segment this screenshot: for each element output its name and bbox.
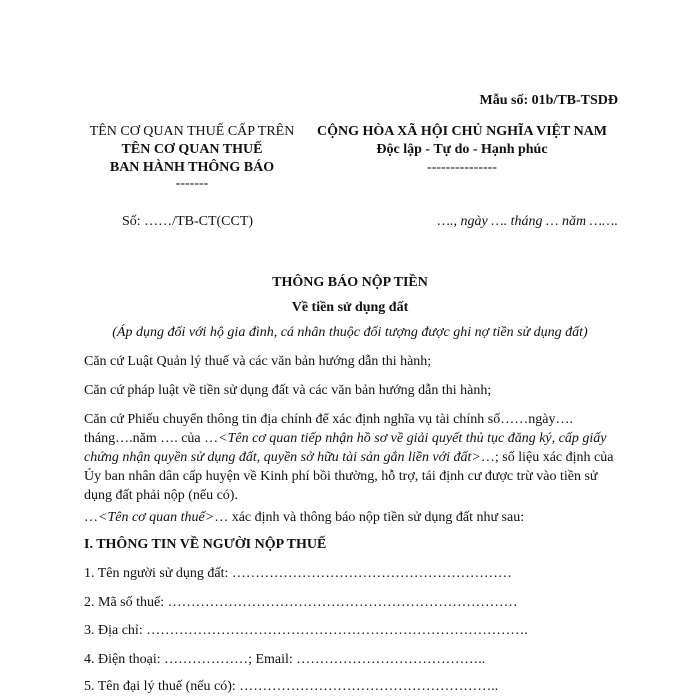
header-right-separator: --------------- (427, 160, 497, 176)
basis-paragraph-1: Căn cứ Luật Quản lý thuế và các văn bản hướng dẫn thi hành; (84, 354, 432, 369)
basis-3-text-start: Căn cứ Phiếu chuyển thông tin địa chính để xác định nghĩa vụ tài chính số……ngày…. tháng….năm …. của … (84, 412, 573, 446)
document-date: …., ngày …. tháng … năm ……. (437, 214, 618, 229)
intro-prefix: … (84, 510, 98, 525)
applicability-note: (Áp dụng đối với hộ gia đình, cá nhân thuộc đối tượng được ghi nợ tiền sử dụng đất) (112, 325, 588, 340)
basis-3-text-end: …; số liệu xác định của Ủy ban nhân dân cấp huyện về Kinh phí bồi thường, hỗ trợ, tái định cư được trừ vào tiền sử dụng đất phải nộp (nếu có). (84, 450, 614, 503)
field-tax-code: 2. Mã số thuế: ………………………………………………………………… (84, 595, 518, 610)
issuing-authority: TÊN CƠ QUAN THUẾ (121, 142, 263, 158)
header-left (84, 123, 300, 190)
field-land-user-name: 1. Tên người sử dụng đất: …………………………………………………… (84, 566, 512, 581)
basis-paragraph-3 (84, 410, 624, 505)
document-number: Số: ……/TB-CT(CCT) (122, 214, 254, 229)
header-right (302, 123, 622, 178)
document-title: THÔNG BÁO NỘP TIỀN (272, 275, 428, 290)
section-1-title: I. THÔNG TIN VỀ NGƯỜI NỘP THUẾ (84, 537, 327, 552)
intro-suffix: … xác định và thông báo nộp tiền sử dụng đất như sau: (214, 510, 525, 525)
intro-paragraph (84, 508, 624, 527)
field-address: 3. Địa chỉ: ………………………………………………………………………. (84, 623, 528, 638)
intro-italic: <Tên cơ quan thuế> (98, 510, 215, 525)
issuing-authority-role: BAN HÀNH THÔNG BÁO (109, 160, 275, 176)
basis-paragraph-2: Căn cứ pháp luật về tiền sử dụng đất và các văn bản hướng dẫn thi hành; (84, 383, 492, 398)
field-phone-email: 4. Điện thoại: ………………; Email: ………………………………….. (84, 652, 486, 667)
form-number: Mẫu số: 01b/TB-TSDĐ (479, 93, 618, 108)
issuing-authority-superior: TÊN CƠ QUAN THUẾ CẤP TRÊN (89, 124, 295, 139)
document-subtitle: Về tiền sử dụng đất (291, 300, 409, 315)
basis-3-italic-text: <Tên cơ quan tiếp nhận hồ sơ về giải quyết thủ tục đăng ký, cấp giấy chứng nhận quyền sử dụng đất, quyền sở hữu tài sản gắn liền với đất> (84, 431, 607, 465)
national-title: CỘNG HÒA XÃ HỘI CHỦ NGHĨA VIỆT NAM (316, 124, 607, 139)
national-motto: Độc lập - Tự do - Hạnh phúc (376, 142, 548, 158)
field-tax-agent-name: 5. Tên đại lý thuế (nếu có): ……………………………………………….. (84, 679, 499, 694)
header-left-separator: ------- (175, 175, 209, 191)
